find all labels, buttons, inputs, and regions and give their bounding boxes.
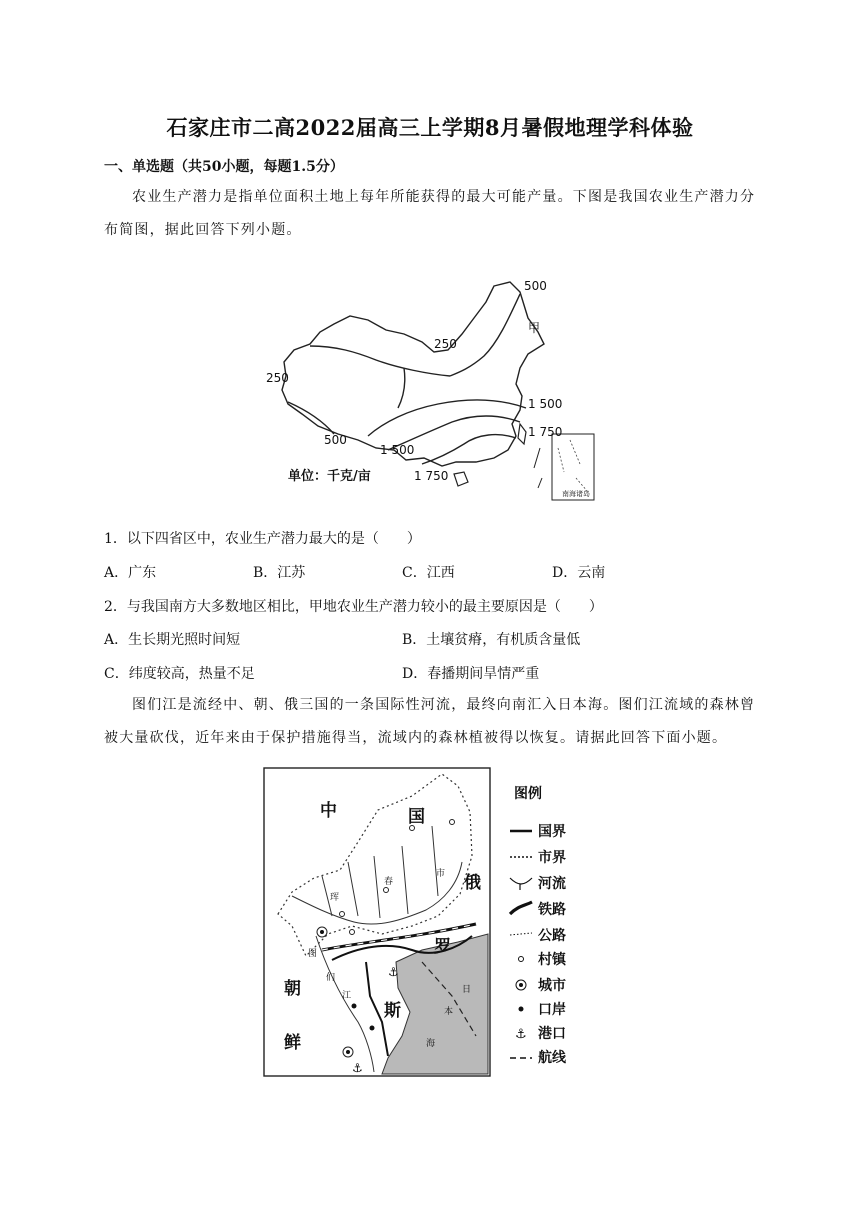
legend-highway: 公路 bbox=[538, 928, 566, 944]
map1-label-1750-east: 1 750 bbox=[528, 425, 563, 439]
label-xian: 鲜 bbox=[284, 1033, 301, 1053]
map1-label-jia: 甲 bbox=[528, 321, 541, 335]
map1-label-1500-east: 1 500 bbox=[528, 397, 563, 411]
q1-option-b: B．江苏 bbox=[253, 565, 306, 581]
map1-inset-label: 南海诸岛 bbox=[562, 490, 590, 498]
label-tu: 图 bbox=[308, 949, 318, 959]
legend-city-border: 市界 bbox=[538, 850, 566, 866]
section-heading: 一、单选题（共50小题，每题1.5分） bbox=[104, 159, 344, 175]
label-hun: 珲 bbox=[330, 893, 340, 903]
map1-label-1750-south: 1 750 bbox=[414, 469, 449, 483]
label-chao: 朝 bbox=[284, 979, 301, 999]
map1-label-250-north: 250 bbox=[434, 337, 457, 351]
map1-label-500-south: 500 bbox=[324, 433, 347, 447]
q1-option-d: D．云南 bbox=[552, 565, 606, 581]
svg-text:⚓: ⚓ bbox=[352, 1061, 363, 1075]
q1-option-a: A．广东 bbox=[104, 565, 157, 581]
q1-option-c: C．江西 bbox=[402, 565, 455, 581]
map1-unit: 单位：千克/亩 bbox=[288, 469, 371, 484]
q2-option-c: C．纬度较高，热量不足 bbox=[104, 666, 255, 682]
map1-label-1500-south: 1 500 bbox=[380, 443, 415, 457]
svg-text:⚓: ⚓ bbox=[388, 965, 399, 979]
china-potential-map bbox=[258, 272, 608, 504]
label-guo: 国 bbox=[408, 807, 425, 827]
legend-harbor: 港口 bbox=[538, 1026, 566, 1042]
q2-option-b: B．土壤贫瘠，有机质含量低 bbox=[402, 632, 581, 648]
tumen-river-map bbox=[262, 766, 582, 1080]
map1-label-500-top: 500 bbox=[524, 279, 547, 293]
label-luo: 罗 bbox=[434, 937, 451, 957]
map1-label-250-west: 250 bbox=[266, 371, 289, 385]
question-1-stem: 1．以下四省区中，农业生产潜力最大的是（ ） bbox=[104, 531, 421, 547]
question-2-stem: 2．与我国南方大多数地区相比，甲地农业生产潜力较小的最主要原因是（ ） bbox=[104, 599, 603, 615]
label-hai: 海 bbox=[426, 1039, 436, 1049]
q2-option-d: D．春播期间旱情严重 bbox=[402, 666, 540, 682]
label-men: 们 bbox=[326, 973, 336, 983]
legend-river: 河流 bbox=[538, 876, 566, 892]
q2-option-a: A．生长期光照时间短 bbox=[104, 632, 241, 648]
label-shi: 市 bbox=[436, 869, 446, 879]
intro-paragraph-2: 图们江是流经中、朝、俄三国的一条国际性河流，最终向南汇入日本海。图们江流域的森林曾被大量砍伐，近年来由于保护措施得当，流域内的森林植被得以恢复。请据此回答下面小题。 bbox=[104, 697, 756, 746]
label-e: 俄 bbox=[464, 873, 481, 893]
legend-railway: 铁路 bbox=[538, 902, 566, 918]
label-si: 斯 bbox=[384, 1001, 401, 1021]
legend-shipping-route: 航线 bbox=[538, 1050, 566, 1066]
legend-port-of-entry: 口岸 bbox=[538, 1002, 566, 1018]
legend-title: 图例 bbox=[514, 786, 542, 802]
label-chun: 春 bbox=[384, 877, 394, 887]
label-jiang: 江 bbox=[342, 991, 352, 1001]
page-title: 石家庄市二高2022届高三上学期8月暑假地理学科体验 bbox=[166, 115, 694, 140]
intro-paragraph-1: 农业生产潜力是指单位面积土地上每年所能获得的最大可能产量。下图是我国农业生产潜力分布简图，据此回答下列小题。 bbox=[104, 189, 756, 238]
legend-village: 村镇 bbox=[538, 952, 566, 968]
legend-city: 城市 bbox=[538, 978, 566, 994]
label-zhong: 中 bbox=[320, 801, 337, 821]
legend-national-border: 国界 bbox=[538, 824, 566, 840]
label-ri: 日 bbox=[462, 985, 472, 995]
label-ben: 本 bbox=[444, 1007, 454, 1017]
svg-text:⚓: ⚓ bbox=[515, 1027, 527, 1042]
